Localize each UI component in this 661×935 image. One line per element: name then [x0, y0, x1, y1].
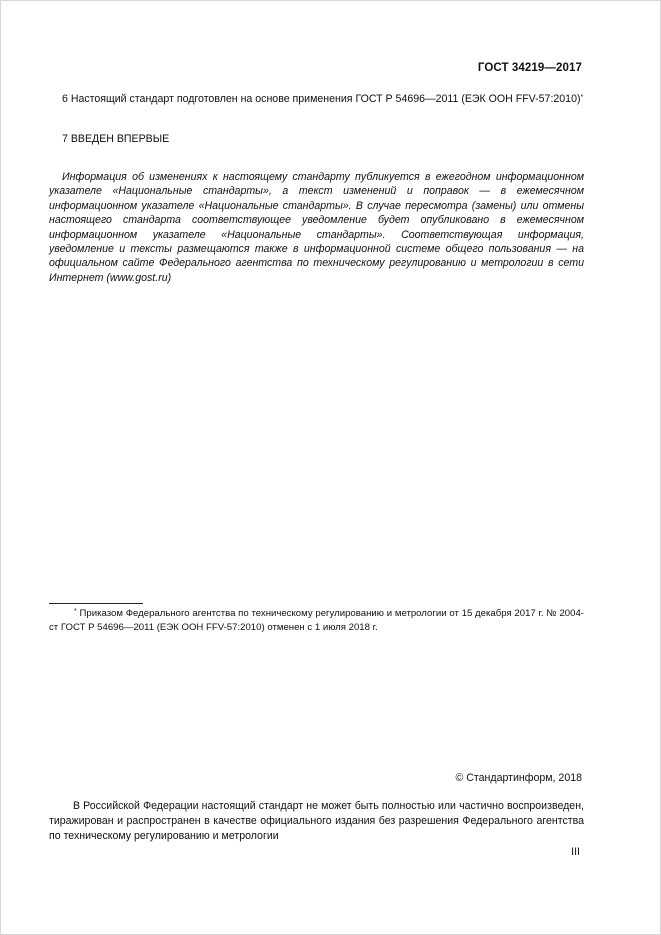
document-code-header: ГОСТ 34219—2017: [477, 62, 582, 74]
page-number: III: [571, 846, 580, 858]
section-item-6: [49, 92, 584, 107]
footnote-reference-mark: *: [580, 94, 584, 101]
footnote-text: Приказом Федерального агентства по техническому регулированию и метрологии от 15 декабря 2017 г. № 2004-ст ГОСТ Р 54696—2011 (ЕЭК ООН FFV-57:2010) отменен с 1 июля 2018 г.: [49, 608, 584, 633]
reproduction-rights-notice: В Российской Федерации настоящий стандарт не может быть полностью или частично воспроизведен, тиражирован и распространен в качестве официального издания без разрешения Федерального агентства по техническому регулированию и метрологии: [49, 800, 584, 842]
section-item-6-text: 6 Настоящий стандарт подготовлен на основе применения ГОСТ Р 54696—2011 (ЕЭК ООН FFV-57:2010): [62, 93, 581, 105]
section-item-7: 7 ВВЕДЕН ВПЕРВЫЕ: [62, 133, 170, 145]
copyright-line: © Стандартинформ, 2018: [455, 772, 582, 784]
footnote-divider: [49, 603, 143, 604]
footnote-mark: *: [74, 608, 77, 615]
standard-updates-notice: Информация об изменениях к настоящему стандарту публикуется в ежегодном информационном указателе «Национальные стандарты», а текст изменений и поправок — в ежемесячном информационном указателе «Национальные стандарты». В случае пересмотра (замены) или отмены настоящего стандарта соответствующее уведомление будет опубликовано в ежемесячном информационном указателе «Национальные стандарты». Соответствующая информация, уведомление и тексты размещаются также в информационной системе общего пользования — на официальном сайте Федерального агентства по техническому регулированию и метрологии в сети Интернет (www.gost.ru): [49, 171, 584, 284]
footnote: [49, 607, 584, 635]
